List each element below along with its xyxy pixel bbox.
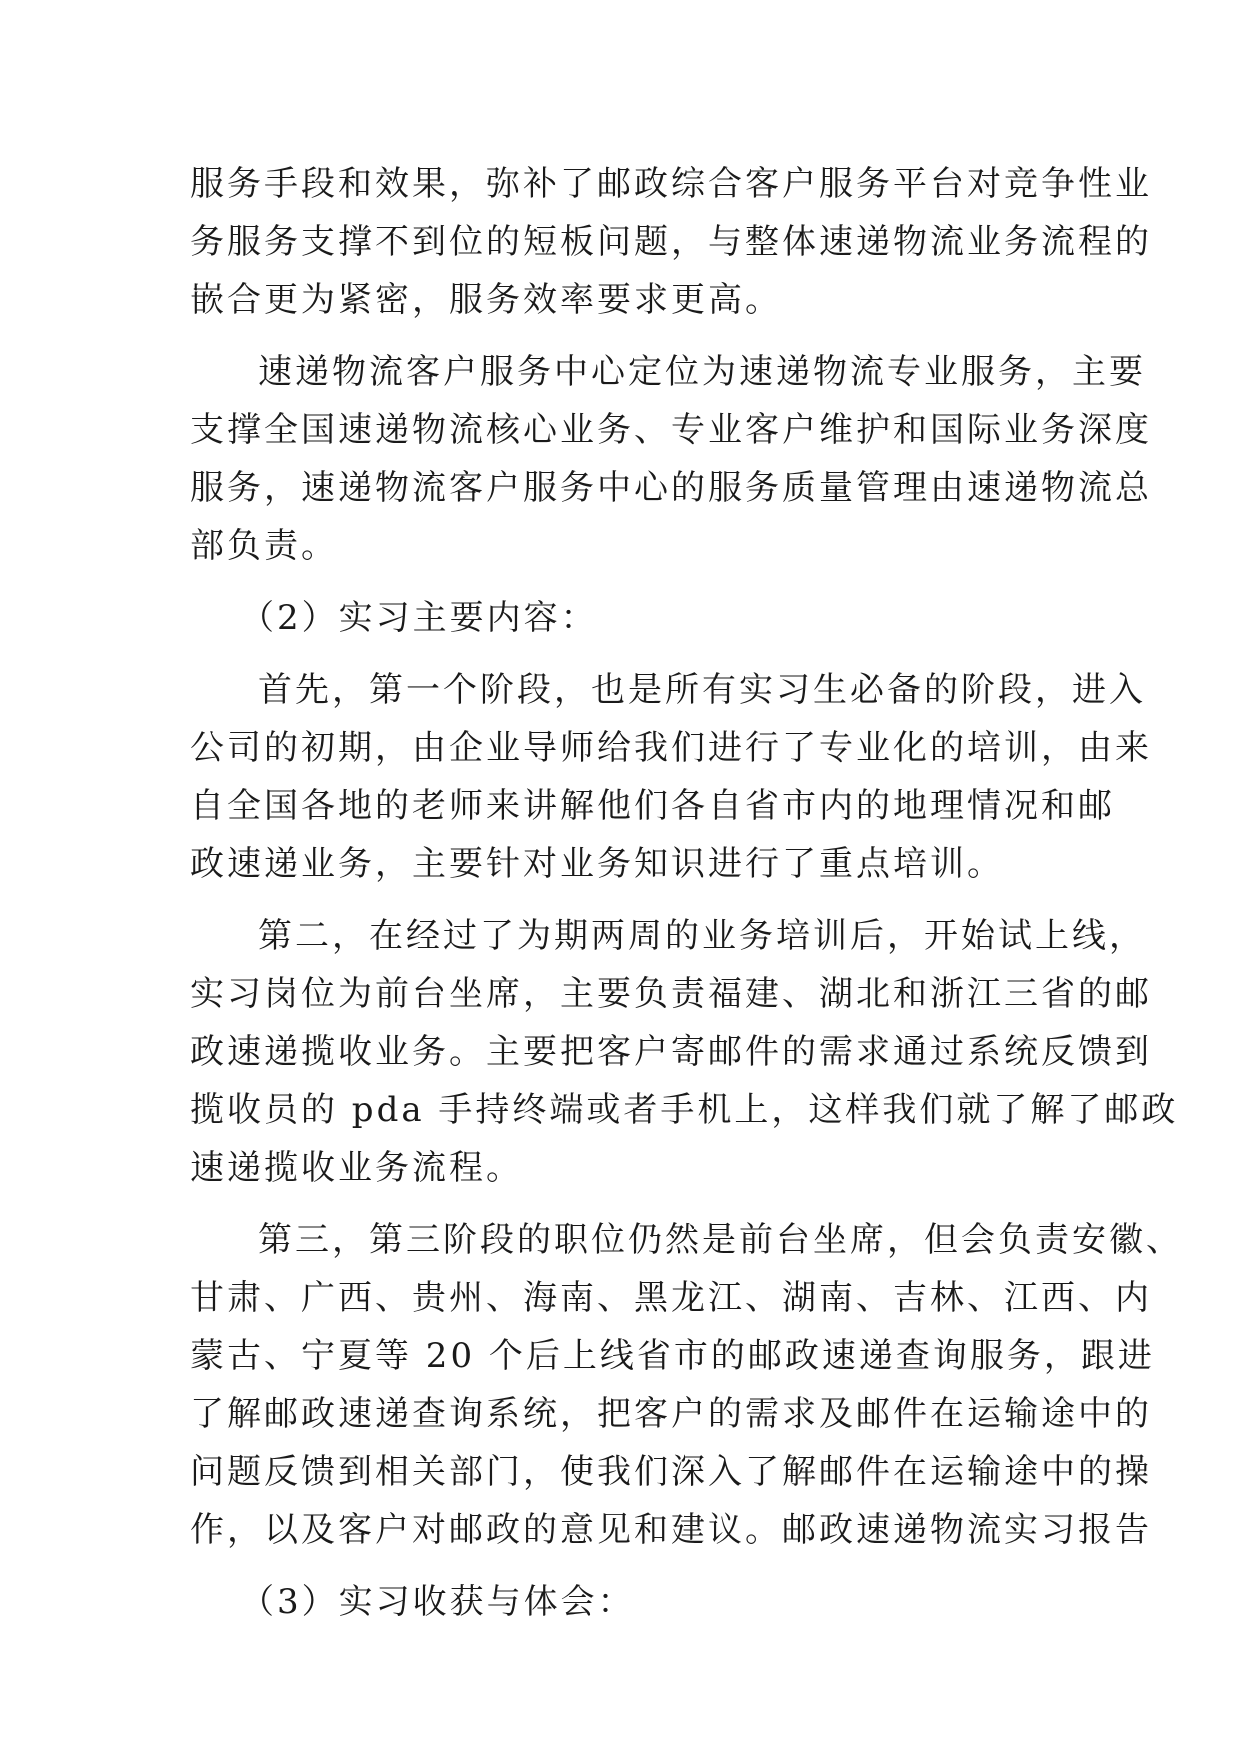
- text-line: 实习岗位为前台坐席，主要负责福建、湖北和浙江三省的邮: [190, 974, 1152, 1014]
- text-line: 自全国各地的老师来讲解他们各自省市内的地理情况和邮: [190, 786, 1115, 826]
- section-heading-gains: [190, 1573, 1060, 1631]
- paragraph-stage-one: [190, 661, 1152, 893]
- paragraph-stage-three: [190, 1211, 1183, 1559]
- text-line: 速递物流客户服务中心定位为速递物流专业服务，主要: [258, 352, 1146, 392]
- section-heading-main-content: [190, 589, 1060, 647]
- text-line: 作，以及客户对邮政的意见和建议。邮政速递物流实习报告: [190, 1510, 1152, 1550]
- paragraph-customer-center: [190, 343, 1152, 575]
- text-line: 问题反馈到相关部门，使我们深入了解邮件在运输途中的操: [190, 1452, 1152, 1492]
- text-line: 速递揽收业务流程。: [190, 1148, 523, 1188]
- text-line: 政速递揽收业务。主要把客户寄邮件的需求通过系统反馈到: [190, 1032, 1152, 1072]
- text-line: 服务手段和效果，弥补了邮政综合客户服务平台对竞争性业: [190, 164, 1152, 204]
- text-line: 嵌合更为紧密，服务效率要求更高。: [190, 280, 782, 320]
- text-line: 服务，速递物流客户服务中心的服务质量管理由速递物流总: [190, 468, 1152, 508]
- text-line: 政速递业务，主要针对业务知识进行了重点培训。: [190, 844, 1004, 884]
- text-line: 了解邮政速递查询系统，把客户的需求及邮件在运输途中的: [190, 1394, 1152, 1434]
- text-line: 部负责。: [190, 526, 338, 566]
- paragraph-service-means: [190, 155, 1152, 329]
- document-body: [190, 155, 1183, 1631]
- text-line: 第二，在经过了为期两周的业务培训后，开始试上线，: [258, 916, 1146, 956]
- text-line: 务服务支撑不到位的短板问题，与整体速递物流业务流程的: [190, 222, 1152, 262]
- section-heading: （2）实习主要内容：: [240, 598, 598, 638]
- section-heading: （3）实习收获与体会：: [240, 1582, 635, 1622]
- text-line: 蒙古、宁夏等 20 个后上线省市的邮政速递查询服务，跟进: [190, 1336, 1155, 1376]
- text-line: 公司的初期，由企业导师给我们进行了专业化的培训，由来: [190, 728, 1152, 768]
- text-line: 支撑全国速递物流核心业务、专业客户维护和国际业务深度: [190, 410, 1152, 450]
- paragraph-stage-two: [190, 907, 1179, 1197]
- text-line: 首先，第一个阶段，也是所有实习生必备的阶段，进入: [258, 670, 1146, 710]
- text-line: 揽收员的 pda 手持终端或者手机上，这样我们就了解了邮政: [190, 1090, 1179, 1130]
- text-line: 第三，第三阶段的职位仍然是前台坐席，但会负责安徽、: [258, 1220, 1183, 1260]
- text-line: 甘肃、广西、贵州、海南、黑龙江、湖南、吉林、江西、内: [190, 1278, 1152, 1318]
